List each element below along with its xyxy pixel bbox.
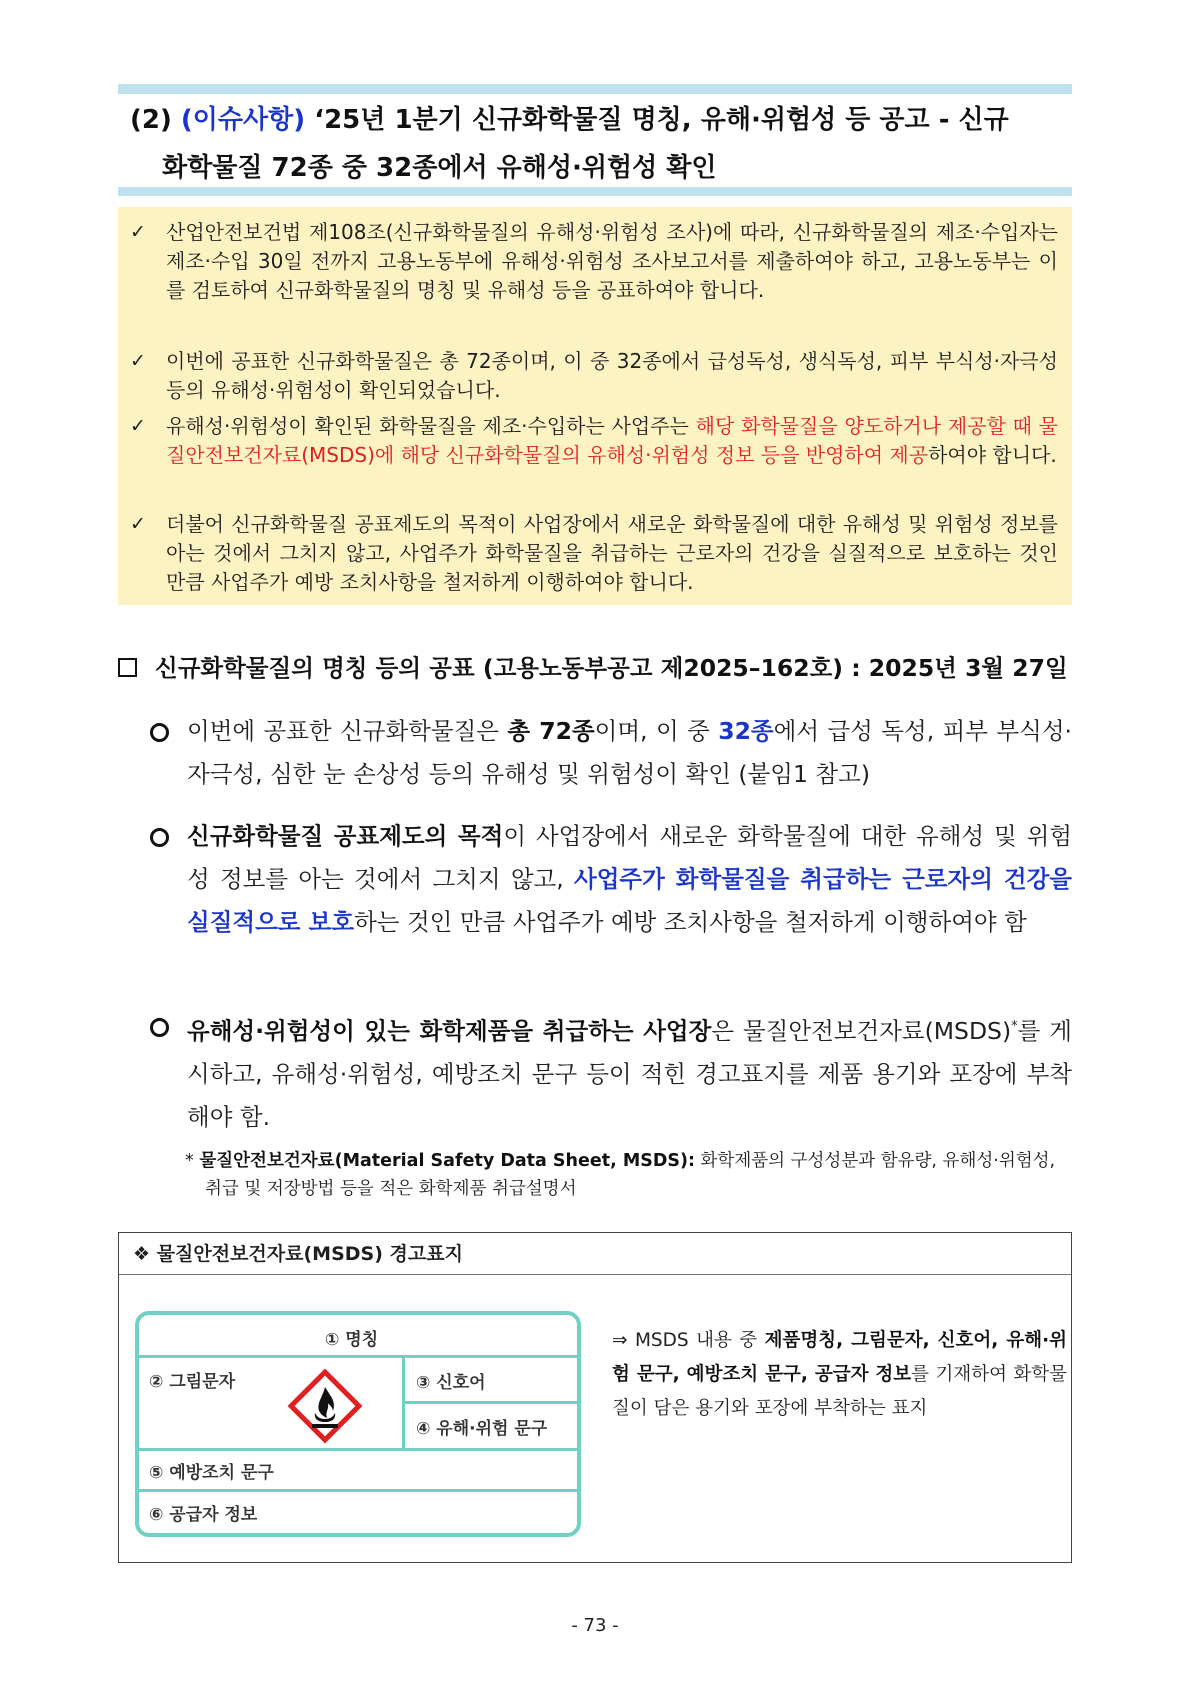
title-line-2: 화학물질 72종 중 32종에서 유해성·위험성 확인	[162, 153, 717, 183]
label-divider	[139, 1489, 577, 1492]
summary-bullet-2: ✓ 이번에 공표한 신규화학물질은 총 72종이며, 이 중 32종에서 급성독성, 생식독성, 피부 부식성·자극성 등의 유해성·위험성이 확인되었습니다.	[130, 349, 1058, 402]
title-issue-tag: (이슈사항)	[180, 105, 306, 135]
msds-label-description: ⇒ MSDS 내용 중 제품명칭, 그림문자, 신호어, 유해·위험 문구, 예방조치 문구, 공급자 정보를 기재하여 화학물질이 담은 용기와 포장에 부착하는 표지	[612, 1330, 1067, 1419]
summary-box	[118, 207, 1072, 605]
check-icon: ✓	[130, 415, 146, 437]
highlight-red-text: 해당 화학물질을 양도하거나 제공할 때 물질안전보건자료(MSDS)에 해당 신규화학물질의 유해성·위험성 정보 등을 반영하여 제공	[166, 414, 1058, 467]
subsection-heading: 신규화학물질의 명칭 등의 공표 (고용노동부공고 제2025–162호) : 2025년 3월 27일	[118, 648, 1078, 688]
label-hazard-statement: ④ 유해·위험 문구	[416, 1419, 548, 1439]
label-divider	[139, 1355, 577, 1358]
page-number: - 73 -	[571, 1615, 619, 1636]
circle-bullet-icon	[150, 828, 169, 847]
circle-bullet-icon	[150, 723, 169, 742]
label-precaution: ⑤ 예방조치 문구	[149, 1463, 274, 1483]
msds-footnote: * 물질안전보건자료(Material Safety Data Sheet, MSDS): 화학제품의 구성성분과 함유량, 유해성·위험성, 취급 및 저장방법 등을 적은 화학제품 취급설명서	[185, 1151, 1056, 1199]
label-pictogram: ② 그림문자	[149, 1372, 235, 1392]
title-bottom-bar	[118, 187, 1072, 196]
label-supplier-info: ⑥ 공급자 정보	[149, 1505, 258, 1525]
flammable-pictogram-icon	[284, 1365, 366, 1447]
summary-bullet-4: ✓ 더불어 신규화학물질 공표제도의 목적이 사업장에서 새로운 화학물질에 대한 유해성 및 위험성 정보를 아는 것에서 그치지 않고, 사업주가 화학물질을 취급하는 근로자의 건강을 실질적으로 보호하는 것인 만큼 사업주가 예방 조치사항을 철저하게 이행하여야 합니다.	[130, 512, 1058, 594]
check-icon: ✓	[130, 221, 146, 243]
square-bullet-icon	[118, 658, 137, 677]
label-signal-word: ③ 신호어	[416, 1373, 486, 1393]
circle-bullet-icon	[150, 1018, 169, 1037]
section-title	[130, 96, 1070, 192]
point-3: 유해성·위험성이 있는 화학제품을 취급하는 사업장은 물질안전보건자료(MSDS)*를 게시하고, 유해성·위험성, 예방조치 문구 등이 적힌 경고표지를 제품 용기와 포장에 부착해야 함.	[150, 1005, 1072, 1139]
title-line-1: (2) (이슈사항) ‘25년 1분기 신규화학물질 명칭, 유해·위험성 등 공고 - 신규	[130, 105, 1009, 135]
msds-box-header: ❖ 물질안전보건자료(MSDS) 경고표지	[119, 1233, 1071, 1275]
check-icon: ✓	[130, 513, 146, 535]
label-divider	[402, 1401, 577, 1404]
summary-bullet-3: ✓ 유해성·위험성이 확인된 화학물질을 제조·수입하는 사업주는 해당 화학물질을 양도하거나 제공할 때 물질안전보건자료(MSDS)에 해당 신규화학물질의 유해성·위험성 정보 등을 반영하여 제공하여야 합니다.	[130, 414, 1058, 467]
summary-bullet-1: ✓ 산업안전보건법 제108조(신규화학물질의 유해성·위험성 조사)에 따라, 신규화학물질의 제조·수입자는 제조·수입 30일 전까지 고용노동부에 유해성·위험성 조사보고서를 제출하여야 하고, 고용노동부는 이를 검토하여 신규화학물질의 명칭 및 유해성 등을 공표하여야 합니다.	[130, 220, 1058, 302]
point-2: 신규화학물질 공표제도의 목적이 사업장에서 새로운 화학물질에 대한 유해성 및 위험성 정보를 아는 것에서 그치지 않고, 사업주가 화학물질을 취급하는 근로자의 건강을 실질적으로 보호하는 것인 만큼 사업주가 예방 조치사항을 철저하게 이행하여야 함	[150, 815, 1072, 944]
title-top-bar	[118, 84, 1072, 94]
label-divider	[139, 1448, 577, 1451]
warning-label-diagram	[135, 1311, 581, 1537]
label-product-name: ① 명칭	[325, 1330, 379, 1350]
check-icon: ✓	[130, 350, 146, 372]
point-1: 이번에 공표한 신규화학물질은 총 72종이며, 이 중 32종에서 급성 독성, 피부 부식성·자극성, 심한 눈 손상성 등의 유해성 및 위험성이 확인 (붙임1 참고)	[150, 710, 1072, 796]
